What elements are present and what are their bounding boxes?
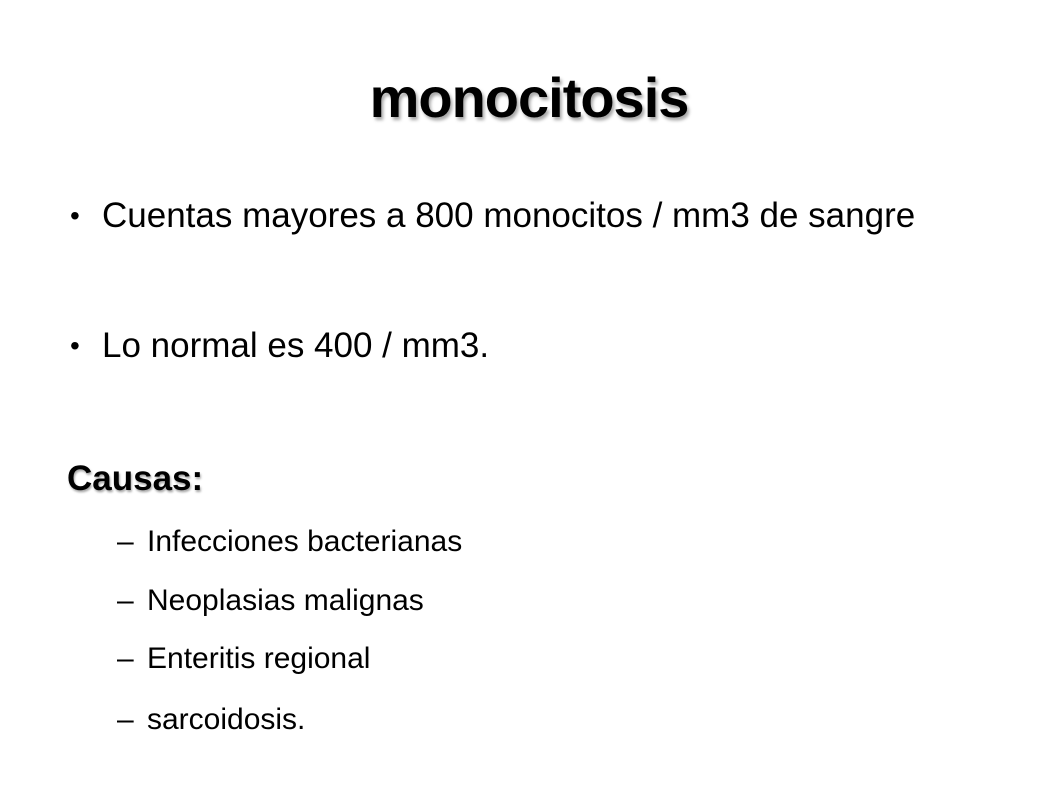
bullet-text: Lo normal es 400 / mm3. <box>102 326 490 365</box>
cause-marker: – <box>117 584 134 617</box>
cause-text: Infecciones bacterianas <box>147 525 463 558</box>
cause-text: sarcoidosis. <box>147 703 306 736</box>
causas-heading: Causas: <box>67 459 204 498</box>
cause-item <box>117 700 305 740</box>
cause-item <box>117 639 370 679</box>
bullet-marker: • <box>70 330 80 361</box>
cause-marker: – <box>117 642 134 675</box>
cause-text: Neoplasias malignas <box>147 584 424 617</box>
cause-item <box>117 522 462 562</box>
cause-marker: – <box>117 703 134 736</box>
bullet-item <box>70 190 1000 242</box>
bullet-text: Cuentas mayores a 800 monocitos / mm3 de sangre <box>102 196 916 235</box>
cause-item <box>117 581 424 621</box>
cause-marker: – <box>117 525 134 558</box>
slide-title: monocitosis <box>369 66 689 129</box>
bullet-item <box>70 320 1000 372</box>
cause-text: Enteritis regional <box>147 642 371 675</box>
bullet-marker: • <box>70 200 80 231</box>
